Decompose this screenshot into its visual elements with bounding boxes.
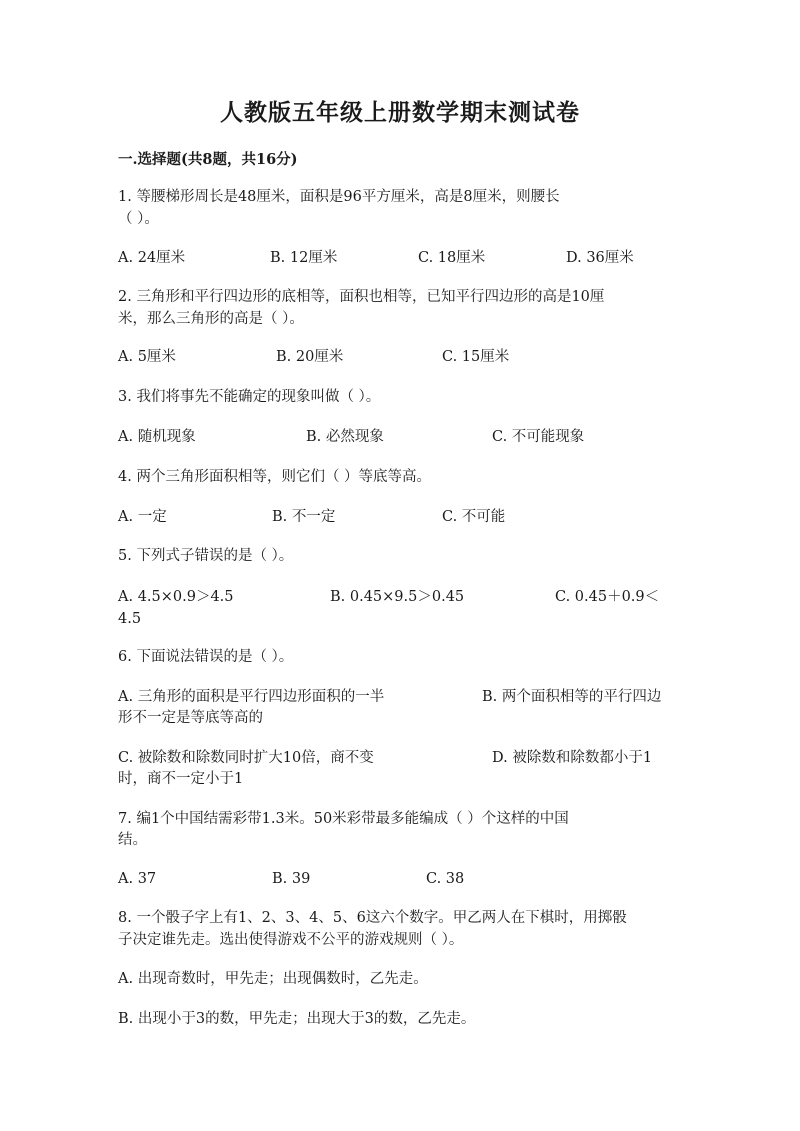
question-2-line-2: 米，那么三角形的高是（ ）。 — [118, 311, 304, 327]
question-5-option-c-line-2: 4.5 — [118, 611, 142, 627]
question-1-option-c: C. 18厘米 — [418, 250, 486, 266]
question-6-option-d-line-2: 时，商不一定小于1 — [118, 771, 244, 787]
question-2-option-b: B. 20厘米 — [276, 349, 344, 365]
question-6-option-b-line-1: B. 两个面积相等的平行四边 — [482, 689, 662, 705]
question-3-option-b: B. 必然现象 — [306, 429, 384, 445]
page-title: 人教版五年级上册数学期末测试卷 — [220, 99, 580, 126]
question-8-line-2: 子决定谁先走。选出使得游戏不公平的游戏规则（ ）。 — [118, 932, 464, 948]
question-8-option-b: B. 出现小于3的数，甲先走；出现大于3的数，乙先走。 — [118, 1011, 476, 1027]
question-2-line-1: 2. 三角形和平行四边形的底相等，面积也相等，已知平行四边形的高是10厘 — [118, 289, 605, 305]
question-1-option-a: A. 24厘米 — [118, 250, 186, 266]
question-4-option-a: A. 一定 — [118, 509, 167, 525]
question-4-line-1: 4. 两个三角形面积相等，则它们（ ）等底等高。 — [118, 469, 432, 485]
question-5-option-b: B. 0.45×9.5＞0.45 — [330, 589, 465, 605]
question-7-option-c: C. 38 — [426, 871, 465, 887]
question-1-line-2: （ ）。 — [118, 211, 159, 227]
question-7-line-2: 结。 — [118, 832, 147, 848]
question-1-option-b: B. 12厘米 — [270, 250, 338, 266]
question-5-option-c-line-1: C. 0.45＋0.9＜ — [555, 589, 660, 605]
question-3-option-a: A. 随机现象 — [118, 429, 196, 445]
question-8-option-a: A. 出现奇数时，甲先走；出现偶数时，乙先走。 — [118, 971, 428, 987]
question-5-line-1: 5. 下列式子错误的是（ ）。 — [118, 548, 294, 564]
question-1-line-1: 1. 等腰梯形周长是48厘米，面积是96平方厘米，高是8厘米，则腰长 — [118, 189, 560, 205]
question-6-line-1: 6. 下面说法错误的是（ ）。 — [118, 649, 294, 665]
question-7-line-1: 7. 编1个中国结需彩带1.3米。50米彩带最多能编成（ ）个这样的中国 — [118, 811, 569, 827]
question-5-option-a: A. 4.5×0.9＞4.5 — [118, 589, 234, 605]
question-7-option-b: B. 39 — [272, 871, 311, 887]
question-7-option-a: A. 37 — [118, 871, 157, 887]
question-6-option-d-line-1: D. 被除数和除数都小于1 — [492, 750, 653, 766]
question-4-option-c: C. 不可能 — [442, 509, 506, 525]
question-3-option-c: C. 不可能现象 — [492, 429, 585, 445]
section-title: 一.选择题(共8题，共16分) — [118, 151, 298, 168]
question-2-option-c: C. 15厘米 — [442, 349, 510, 365]
question-8-line-1: 8. 一个骰子字上有1、2、3、4、5、6这六个数字。甲乙两人在下棋时，用掷骰 — [118, 910, 627, 926]
question-6-option-c: C. 被除数和除数同时扩大10倍，商不变 — [118, 750, 374, 766]
question-1-option-d: D. 36厘米 — [566, 250, 634, 266]
question-4-option-b: B. 不一定 — [272, 509, 336, 525]
question-6-option-a: A. 三角形的面积是平行四边形面积的一半 — [118, 689, 385, 705]
question-2-option-a: A. 5厘米 — [118, 349, 176, 365]
question-6-option-b-line-2: 形不一定是等底等高的 — [118, 710, 263, 726]
question-3-line-1: 3. 我们将事先不能确定的现象叫做（ ）。 — [118, 389, 381, 405]
